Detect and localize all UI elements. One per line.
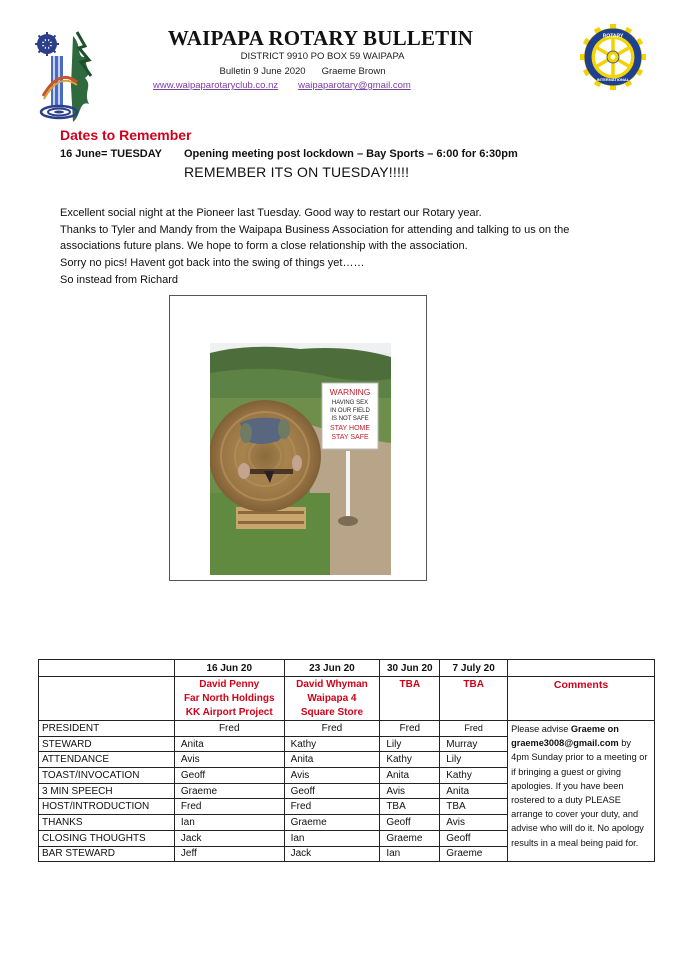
comments-contact: Graeme on graeme3008@gmail.com: [511, 724, 619, 749]
duty-cell: Anita: [380, 768, 440, 784]
date-header: 7 July 20: [440, 660, 508, 677]
duty-cell: Anita: [284, 752, 380, 768]
header-links: [153, 80, 411, 91]
speaker-topic: Square Store: [300, 707, 364, 718]
duty-cell: Geoff: [440, 830, 508, 846]
comments-header-blank: [508, 660, 655, 677]
roster-header-row: [39, 660, 655, 677]
duty-cell: Geoff: [380, 815, 440, 831]
duty-cell: Avis: [284, 768, 380, 784]
duty-cell: Kathy: [380, 752, 440, 768]
speaker-name: TBA: [399, 679, 421, 690]
duty-roster-table: [38, 659, 655, 862]
duty-cell: Jack: [284, 846, 380, 862]
role-label: ATTENDANCE: [39, 752, 175, 768]
speaker-org: Far North Holdings: [183, 693, 275, 704]
bulletin-date: Bulletin 9 June 2020: [219, 66, 306, 77]
speaker-name: David Whyman: [296, 679, 368, 690]
speakers-label-cell: [39, 677, 175, 721]
date-header: 16 Jun 20: [174, 660, 284, 677]
duty-cell: Fred: [380, 721, 440, 737]
editor-name: Graeme Brown: [321, 66, 386, 77]
duty-cell: Murray: [440, 736, 508, 752]
rotary-international-wheel-icon: [580, 24, 646, 90]
duty-cell: Fred: [174, 799, 284, 815]
speaker-name: David Penny: [199, 679, 260, 690]
duty-cell: Fred: [284, 799, 380, 815]
role-label: TOAST/INVOCATION: [39, 768, 175, 784]
duty-cell: TBA: [380, 799, 440, 815]
international-text: INTERNATIONAL: [596, 77, 630, 82]
duty-cell: Jeff: [174, 846, 284, 862]
body-line: associations future plans. We hope to form a close relationship with the association.: [60, 240, 468, 252]
duty-cell: Ian: [380, 846, 440, 862]
duty-cell: Geoff: [284, 783, 380, 799]
role-label: 3 MIN SPEECH: [39, 783, 175, 799]
speaker-org: Waipapa 4: [307, 693, 357, 704]
duty-cell: Lily: [380, 736, 440, 752]
sign-line: STAY HOME: [329, 425, 371, 432]
role-label: CLOSING THOUGHTS: [39, 830, 175, 846]
body-line: Excellent social night at the Pioneer last Tuesday. Good way to restart our Rotary year.: [60, 207, 482, 219]
duty-cell: Graeme: [284, 815, 380, 831]
date-header: 23 Jun 20: [284, 660, 380, 677]
sign-line: HAVING SEX: [331, 400, 369, 406]
roster-corner-cell: [39, 660, 175, 677]
website-link[interactable]: www.waipaparotaryclub.co.nz: [153, 80, 279, 91]
role-label: BAR STEWARD: [39, 846, 175, 862]
event-date: 16 June= TUESDAY: [60, 148, 162, 160]
body-paragraph: [60, 205, 660, 271]
duty-cell: Ian: [284, 830, 380, 846]
duty-cell: Geoff: [174, 768, 284, 784]
body-line: Sorry no pics! Havent got back into the swing of things yet……: [60, 256, 365, 269]
sign-line: IN OUR FIELD: [330, 408, 370, 414]
duty-cell: Avis: [440, 815, 508, 831]
duty-cell: Fred: [440, 721, 508, 737]
speaker-cell: [284, 677, 380, 721]
role-label: HOST/INTRODUCTION: [39, 799, 175, 815]
duty-cell: Graeme: [380, 830, 440, 846]
duty-cell: Lily: [440, 752, 508, 768]
duty-cell: Kathy: [284, 736, 380, 752]
duty-cell: Avis: [380, 783, 440, 799]
comments-heading: Comments: [508, 677, 655, 721]
duty-cell: Graeme: [174, 783, 284, 799]
duty-cell: TBA: [440, 799, 508, 815]
event-line: [60, 148, 518, 160]
speaker-cell: [174, 677, 284, 721]
sign-warning: WARNING: [329, 387, 371, 397]
hay-bale-sign-photo: [210, 343, 391, 575]
duty-cell: Jack: [174, 830, 284, 846]
reminder-text: REMEMBER ITS ON TUESDAY!!!!!: [184, 164, 410, 180]
duty-cell: Anita: [174, 736, 284, 752]
sign-line: STAY SAFE: [331, 434, 369, 441]
duty-cell: Fred: [284, 721, 380, 737]
district-line: DISTRICT 9910 PO BOX 59 WAIPAPA: [240, 51, 405, 62]
role-label: THANKS: [39, 815, 175, 831]
duty-cell: Fred: [174, 721, 284, 737]
duty-cell: Kathy: [440, 768, 508, 784]
duty-cell: Graeme: [440, 846, 508, 862]
table-row: [39, 721, 655, 737]
speaker-topic: KK Airport Project: [185, 707, 273, 718]
photo-frame: [169, 295, 427, 581]
comments-post: by 4pm Sunday prior to a meeting or if bringing a guest or giving apologies. If you have been rostered to a duty PLEASE arrange to cover your duty, and advise who will do it. No apology results in a meal being paid for.: [511, 738, 648, 848]
duty-cell: Avis: [174, 752, 284, 768]
body-line: Thanks to Tyler and Mandy from the Waipapa Business Association for attending and talking to us on the: [60, 223, 570, 236]
role-label: STEWARD: [39, 736, 175, 752]
duty-cell: Anita: [440, 783, 508, 799]
bulletin-title: WAIPAPA ROTARY BULLETIN: [167, 26, 474, 50]
duty-cell: Ian: [174, 815, 284, 831]
date-header: 30 Jun 20: [380, 660, 440, 677]
rotary-text: ROTARY: [602, 33, 624, 40]
speaker-cell: [380, 677, 440, 721]
speaker-name: TBA: [463, 679, 484, 690]
role-label: PRESIDENT: [39, 721, 175, 737]
instead-line: So instead from Richard: [60, 274, 178, 286]
sign-line: IS NOT SAFE: [331, 416, 369, 422]
comments-text: [508, 721, 655, 862]
event-description: Opening meeting post lockdown – Bay Sports – 6:00 for 6:30pm: [184, 148, 518, 160]
speakers-row: [39, 677, 655, 721]
comments-pre: Please advise: [511, 724, 571, 734]
dates-to-remember-heading: Dates to Remember: [60, 127, 192, 143]
speaker-cell: [440, 677, 508, 721]
email-link[interactable]: waipaparotary@gmail.com: [298, 80, 411, 91]
